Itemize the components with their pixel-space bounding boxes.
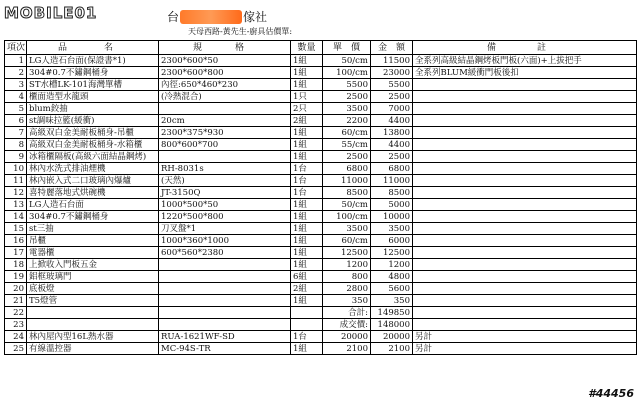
col-amount: 金 額 [371, 41, 413, 55]
cell-unit-price: 成交價: [323, 319, 371, 331]
cell-amount: 11000 [371, 175, 413, 187]
cell-index: 22 [5, 307, 27, 319]
cell-amount: 6800 [371, 163, 413, 175]
header-row [5, 41, 637, 55]
cell-index: 5 [5, 103, 27, 115]
cell-unit-price: 2500 [323, 91, 371, 103]
cell-amount: 2100 [371, 343, 413, 355]
cell-note [413, 151, 637, 163]
cell-amount: 2500 [371, 151, 413, 163]
cell-qty: 6組 [291, 271, 323, 283]
cell-item-name: 底板燈 [27, 283, 159, 295]
table-row [5, 55, 637, 67]
cell-amount: 149850 [371, 307, 413, 319]
mobile01-logo [4, 2, 126, 24]
cell-index: 16 [5, 235, 27, 247]
cell-qty: 1組 [291, 343, 323, 355]
col-unit-price: 單 價 [323, 41, 371, 55]
cell-unit-price: 2500 [323, 151, 371, 163]
cell-unit-price: 2100 [323, 343, 371, 355]
cell-note: 全系列BLUM緩衝門板後扣 [413, 67, 637, 79]
cell-spec: 2300*600*800 [159, 67, 291, 79]
document-title [167, 8, 267, 25]
cell-spec: 20cm [159, 115, 291, 127]
cell-spec: 800*600*700 [159, 139, 291, 151]
cell-qty: 1組 [291, 127, 323, 139]
cell-item-name: 304#0.7不鏽鋼桶身 [27, 67, 159, 79]
col-index: 項次 [5, 41, 27, 55]
cell-item-name: 高級双白金美耐板桶身-水箱櫃 [27, 139, 159, 151]
cell-unit-price: 5500 [323, 79, 371, 91]
cell-item-name: 上掀收入門板五金 [27, 259, 159, 271]
cell-qty [291, 319, 323, 331]
cell-unit-price: 20000 [323, 331, 371, 343]
cell-index: 7 [5, 127, 27, 139]
cell-note [413, 235, 637, 247]
cell-qty: 1組 [291, 151, 323, 163]
table-row [5, 91, 637, 103]
cell-index: 21 [5, 295, 27, 307]
cell-amount: 12500 [371, 247, 413, 259]
cell-item-name [27, 319, 159, 331]
cell-qty: 1台 [291, 175, 323, 187]
cell-index: 13 [5, 199, 27, 211]
table-row [5, 331, 637, 343]
title-prefix: 台 [167, 10, 180, 24]
redaction-mark [180, 10, 242, 24]
cell-amount: 3500 [371, 223, 413, 235]
cell-unit-price: 1200 [323, 259, 371, 271]
cell-item-name: 吊櫃 [27, 235, 159, 247]
cell-note [413, 211, 637, 223]
cell-spec: 600*560*2380 [159, 247, 291, 259]
table-row [5, 67, 637, 79]
cell-amount: 5000 [371, 199, 413, 211]
cell-note [413, 247, 637, 259]
cell-unit-price: 350 [323, 295, 371, 307]
table-row [5, 175, 637, 187]
cell-item-name: LG人造石台面(保證書*1) [27, 55, 159, 67]
cell-spec [159, 259, 291, 271]
cell-unit-price: 100/cm [323, 67, 371, 79]
cell-index: 17 [5, 247, 27, 259]
cell-qty: 1組 [291, 247, 323, 259]
cell-index: 1 [5, 55, 27, 67]
table-row [5, 235, 637, 247]
cell-qty: 1台 [291, 163, 323, 175]
cell-item-name: 林內水洗式排油煙機 [27, 163, 159, 175]
cell-note [413, 199, 637, 211]
cell-spec: 2300*600*50 [159, 55, 291, 67]
cell-index: 20 [5, 283, 27, 295]
cell-spec [159, 295, 291, 307]
cell-note [413, 307, 637, 319]
table-row [5, 127, 637, 139]
cell-amount: 11500 [371, 55, 413, 67]
cell-unit-price: 50/cm [323, 55, 371, 67]
cell-note [413, 175, 637, 187]
cell-amount: 350 [371, 295, 413, 307]
cell-qty: 2只 [291, 103, 323, 115]
table-row [5, 79, 637, 91]
cell-amount: 10000 [371, 211, 413, 223]
cell-note [413, 79, 637, 91]
cell-amount: 13800 [371, 127, 413, 139]
cell-index: 14 [5, 211, 27, 223]
cell-note: 另計 [413, 343, 637, 355]
col-item-name: 品 名 [27, 41, 159, 55]
cell-index: 6 [5, 115, 27, 127]
cell-spec: 刀叉盤*1 [159, 223, 291, 235]
cell-item-name: LG人造石台面 [27, 199, 159, 211]
cell-qty: 1只 [291, 91, 323, 103]
table-row [5, 283, 637, 295]
cell-index: 2 [5, 67, 27, 79]
col-note: 備 註 [413, 41, 637, 55]
cell-spec: MC-94S-TR [159, 343, 291, 355]
cell-unit-price: 3500 [323, 223, 371, 235]
cell-unit-price: 100/cm [323, 211, 371, 223]
cell-amount: 6000 [371, 235, 413, 247]
cell-item-name: T5燈管 [27, 295, 159, 307]
cell-amount: 4400 [371, 115, 413, 127]
cell-index: 25 [5, 343, 27, 355]
cell-amount: 8500 [371, 187, 413, 199]
cell-amount: 7000 [371, 103, 413, 115]
quotation-table [4, 40, 637, 355]
cell-qty: 1組 [291, 79, 323, 91]
cell-unit-price: 8500 [323, 187, 371, 199]
table-row [5, 271, 637, 283]
cell-spec [159, 151, 291, 163]
cell-qty: 1組 [291, 223, 323, 235]
cell-note [413, 139, 637, 151]
cell-unit-price: 合計: [323, 307, 371, 319]
cell-unit-price: 55/cm [323, 139, 371, 151]
table-row [5, 187, 637, 199]
table-body [5, 55, 637, 355]
cell-amount: 5500 [371, 79, 413, 91]
cell-spec [159, 319, 291, 331]
cell-amount: 23000 [371, 67, 413, 79]
cell-unit-price: 800 [323, 271, 371, 283]
col-qty: 數量 [291, 41, 323, 55]
cell-index: 11 [5, 175, 27, 187]
cell-qty: 1組 [291, 139, 323, 151]
cell-index: 3 [5, 79, 27, 91]
cell-item-name: st調味拉籃(緩衝) [27, 115, 159, 127]
cell-item-name: 林內屋內型16L熱水器 [27, 331, 159, 343]
cell-index: 15 [5, 223, 27, 235]
logo-text: MOBILE01 [4, 4, 98, 22]
cell-qty: 1組 [291, 295, 323, 307]
cell-amount: 148000 [371, 319, 413, 331]
table-row [5, 199, 637, 211]
cell-spec: 1000*360*1000 [159, 235, 291, 247]
cell-index: 8 [5, 139, 27, 151]
table-row [5, 151, 637, 163]
cell-item-name: ST水槽LK-101海灣單槽 [27, 79, 159, 91]
cell-unit-price: 3500 [323, 103, 371, 115]
cell-spec [159, 271, 291, 283]
cell-index: 18 [5, 259, 27, 271]
cell-qty: 2組 [291, 115, 323, 127]
table-row [5, 223, 637, 235]
cell-index: 9 [5, 151, 27, 163]
cell-qty: 1台 [291, 187, 323, 199]
cell-amount: 20000 [371, 331, 413, 343]
cell-note [413, 103, 637, 115]
table-row [5, 343, 637, 355]
cell-spec: 內徑:650*460*230 [159, 79, 291, 91]
cell-qty: 1組 [291, 67, 323, 79]
cell-spec: (天然) [159, 175, 291, 187]
cell-qty: 1組 [291, 235, 323, 247]
cell-spec: 1220*500*800 [159, 211, 291, 223]
cell-item-name: 304#0.7不鏽鋼桶身 [27, 211, 159, 223]
cell-note: 另計 [413, 331, 637, 343]
cell-item-name: 有線溫控器 [27, 343, 159, 355]
table-row [5, 247, 637, 259]
cell-unit-price: 2800 [323, 283, 371, 295]
cell-unit-price: 12500 [323, 247, 371, 259]
cell-note [413, 163, 637, 175]
cell-item-name: 林內嵌入式二口玻璃內爆爐 [27, 175, 159, 187]
table-row [5, 307, 637, 319]
cell-qty: 1組 [291, 199, 323, 211]
cell-note [413, 115, 637, 127]
cell-note [413, 127, 637, 139]
cell-item-name: blum鉸抽 [27, 103, 159, 115]
cell-item-name: st三抽 [27, 223, 159, 235]
cell-amount: 2500 [371, 91, 413, 103]
cell-index: 10 [5, 163, 27, 175]
cell-item-name: 喜特麗落地式烘碗機 [27, 187, 159, 199]
document-subtitle: 天母西路-黃先生-廚具估價單: [188, 27, 293, 36]
cell-item-name: 櫃面造型水龍頭 [27, 91, 159, 103]
table-row [5, 115, 637, 127]
table-row [5, 211, 637, 223]
cell-amount: 4800 [371, 271, 413, 283]
cell-index: 12 [5, 187, 27, 199]
cell-qty: 1組 [291, 55, 323, 67]
cell-note [413, 223, 637, 235]
cell-spec [159, 103, 291, 115]
cell-spec [159, 283, 291, 295]
cell-unit-price: 60/cm [323, 127, 371, 139]
title-suffix: 傢社 [243, 10, 268, 24]
cell-unit-price: 60/cm [323, 235, 371, 247]
cell-spec: RH-8031s [159, 163, 291, 175]
cell-spec: RUA-1621WF-SD [159, 331, 291, 343]
cell-index: 4 [5, 91, 27, 103]
cell-item-name: 冰箱櫃隔板(高級六面結晶鋼烤) [27, 151, 159, 163]
watermark-tag: #44456 [588, 387, 634, 400]
cell-note [413, 187, 637, 199]
cell-qty: 1台 [291, 331, 323, 343]
cell-amount: 4400 [371, 139, 413, 151]
cell-item-name: 鋁框玻璃門 [27, 271, 159, 283]
cell-amount: 1200 [371, 259, 413, 271]
cell-spec: JT-3150Q [159, 187, 291, 199]
cell-note [413, 319, 637, 331]
cell-index: 24 [5, 331, 27, 343]
table-row [5, 319, 637, 331]
col-spec: 規 格 [159, 41, 291, 55]
cell-index: 23 [5, 319, 27, 331]
table-row [5, 139, 637, 151]
cell-unit-price: 6800 [323, 163, 371, 175]
cell-item-name: 電器櫃 [27, 247, 159, 259]
table-row [5, 163, 637, 175]
cell-spec: 2300*375*930 [159, 127, 291, 139]
cell-note: 全系列高級結晶鋼烤板門板(六面)+上拔把手 [413, 55, 637, 67]
cell-index: 19 [5, 271, 27, 283]
cell-amount: 5600 [371, 283, 413, 295]
cell-note [413, 295, 637, 307]
cell-qty: 1組 [291, 211, 323, 223]
cell-note [413, 283, 637, 295]
cell-note [413, 259, 637, 271]
table-row [5, 103, 637, 115]
cell-unit-price: 2200 [323, 115, 371, 127]
cell-qty: 2組 [291, 283, 323, 295]
cell-item-name [27, 307, 159, 319]
table-row [5, 295, 637, 307]
cell-note [413, 271, 637, 283]
cell-unit-price: 11000 [323, 175, 371, 187]
cell-qty [291, 307, 323, 319]
cell-unit-price: 50/cm [323, 199, 371, 211]
cell-spec [159, 307, 291, 319]
table-row [5, 259, 637, 271]
cell-qty: 1組 [291, 259, 323, 271]
cell-spec: (冷熱混合) [159, 91, 291, 103]
cell-item-name: 高級双白金美耐板桶身-吊櫃 [27, 127, 159, 139]
cell-note [413, 91, 637, 103]
cell-spec: 1000*500*50 [159, 199, 291, 211]
